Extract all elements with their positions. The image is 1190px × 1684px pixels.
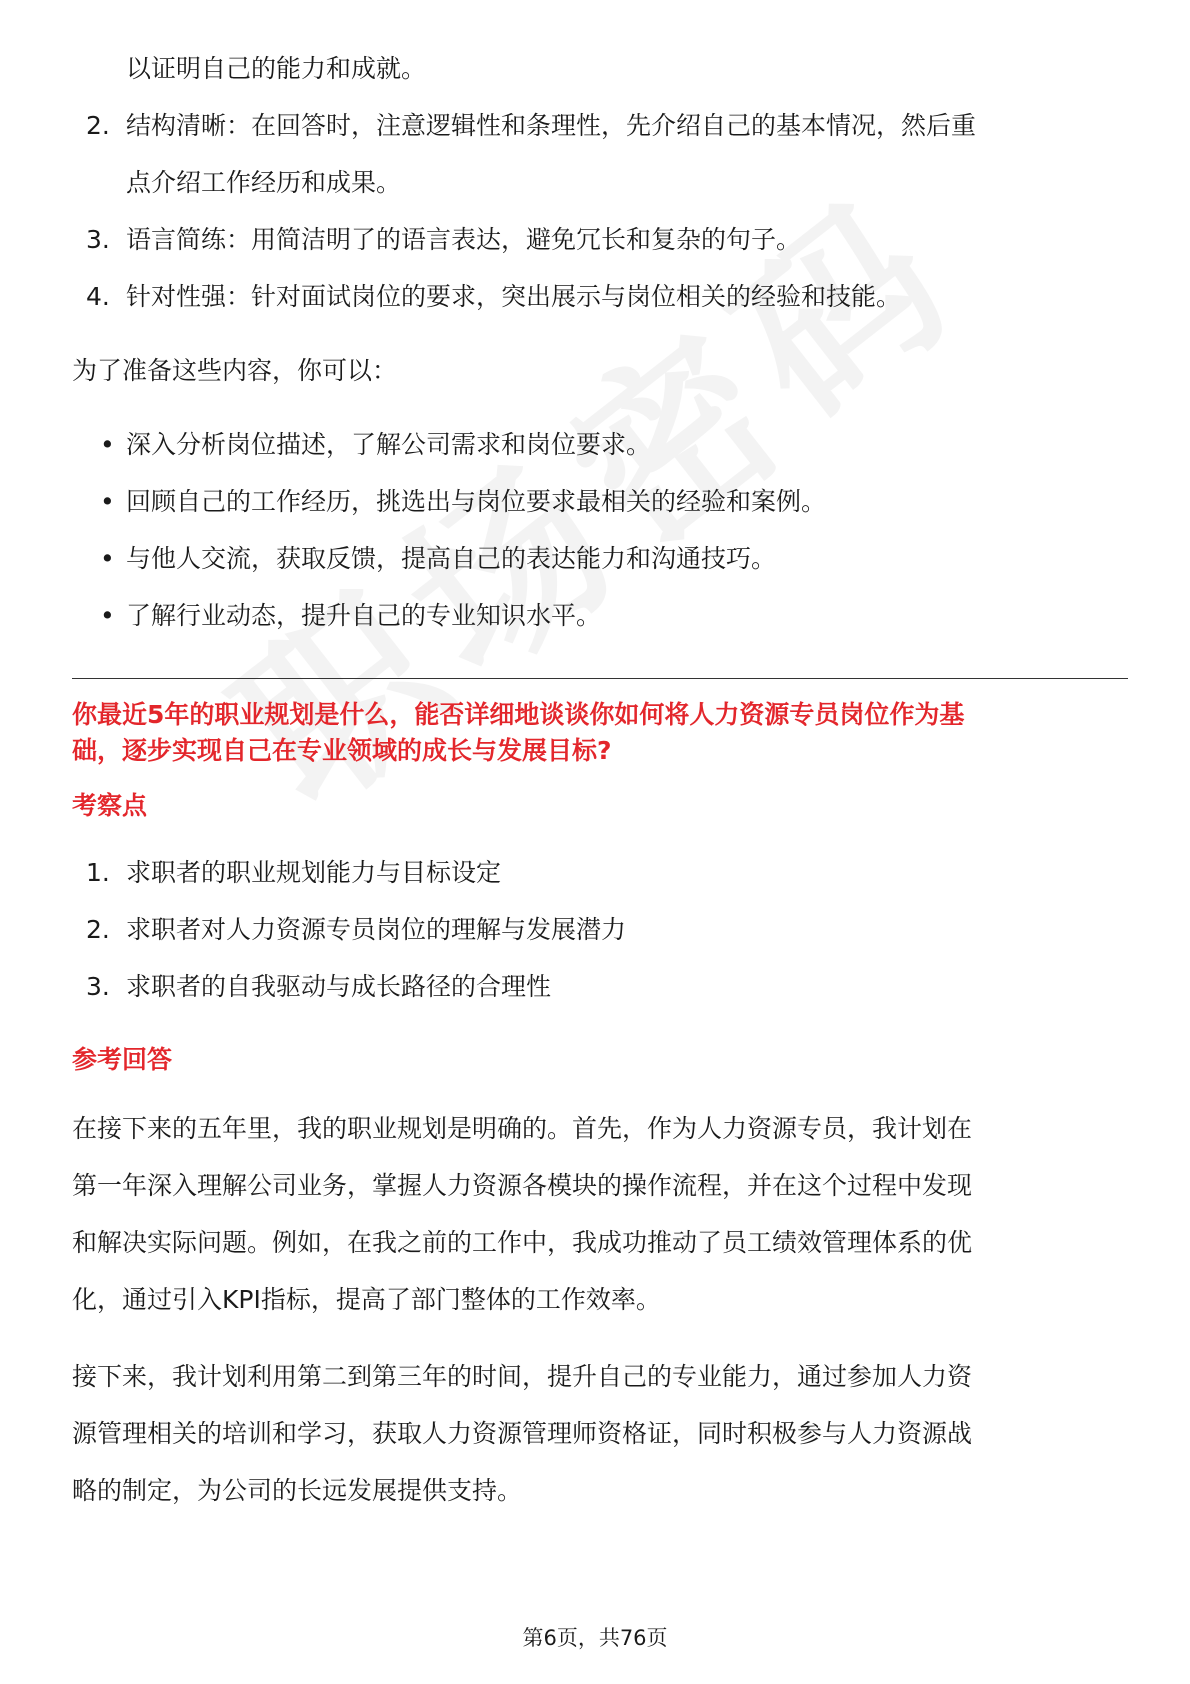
- focus-item: [72, 958, 1128, 1015]
- list-item: [72, 416, 1128, 473]
- bullet-icon: •: [100, 601, 115, 630]
- list-item: [72, 530, 1128, 587]
- list-item-text: 深入分析岗位描述，了解公司需求和岗位要求。: [126, 430, 652, 459]
- question-line: 础，逐步实现自己在专业领域的成长与发展目标?: [72, 736, 612, 765]
- bullet-icon: •: [100, 487, 115, 516]
- list-item: [72, 587, 1128, 644]
- answer-line: 和解决实际问题。例如，在我之前的工作中，我成功推动了员工绩效管理体系的优: [72, 1228, 973, 1257]
- list-number: 2.: [86, 915, 110, 944]
- prep-list: [72, 416, 1128, 644]
- page-content: [72, 40, 1128, 1519]
- list-number: 3.: [86, 972, 110, 1001]
- answer-paragraph: [72, 1100, 1128, 1328]
- focus-title: 考察点: [72, 791, 148, 820]
- tip-line: 点介绍工作经历和成果。: [126, 168, 402, 197]
- focus-list: [72, 844, 1128, 1015]
- bullet-icon: •: [100, 544, 115, 573]
- list-item: [72, 473, 1128, 530]
- answer-line: 略的制定，为公司的长远发展提供支持。: [72, 1476, 523, 1505]
- interview-question: [72, 697, 1128, 769]
- focus-item-text: 求职者的职业规划能力与目标设定: [126, 858, 502, 887]
- page-footer: 第6页，共76页: [522, 1626, 668, 1650]
- answer-line: 接下来，我计划利用第二到第三年的时间，提升自己的专业能力，通过参加人力资: [72, 1362, 973, 1391]
- answer-paragraph: [72, 1348, 1128, 1519]
- intro-continuation: 以证明自己的能力和成就。: [126, 54, 427, 83]
- tip-item: [72, 97, 1128, 211]
- answer-line: 源管理相关的培训和学习，获取人力资源管理师资格证，同时积极参与人力资源战: [72, 1419, 973, 1448]
- list-number: 4.: [86, 282, 110, 311]
- answer-line: 在接下来的五年里，我的职业规划是明确的。首先，作为人力资源专员，我计划在: [72, 1114, 973, 1143]
- list-item-text: 回顾自己的工作经历，挑选出与岗位要求最相关的经验和案例。: [126, 487, 827, 516]
- focus-item-text: 求职者对人力资源专员岗位的理解与发展潜力: [126, 915, 627, 944]
- tip-line: 针对性强：针对面试岗位的要求，突出展示与岗位相关的经验和技能。: [126, 282, 902, 311]
- answer-line: 化，通过引入KPI指标，提高了部门整体的工作效率。: [72, 1285, 661, 1314]
- list-number: 3.: [86, 225, 110, 254]
- answer-line: 第一年深入理解公司业务，掌握人力资源各模块的操作流程，并在这个过程中发现: [72, 1171, 973, 1200]
- tip-item: [72, 211, 1128, 268]
- focus-item-text: 求职者的自我驱动与成长路径的合理性: [126, 972, 552, 1001]
- list-item-text: 了解行业动态，提升自己的专业知识水平。: [126, 601, 602, 630]
- tip-item: [72, 268, 1128, 325]
- tips-list: [72, 97, 1128, 325]
- focus-item: [72, 901, 1128, 958]
- focus-item: [72, 844, 1128, 901]
- list-item-text: 与他人交流，获取反馈，提高自己的表达能力和沟通技巧。: [126, 544, 777, 573]
- prep-intro: 为了准备这些内容，你可以：: [72, 356, 398, 385]
- bullet-icon: •: [100, 430, 115, 459]
- list-number: 2.: [86, 111, 110, 140]
- list-number: 1.: [86, 858, 110, 887]
- tip-line: 语言简练：用简洁明了的语言表达，避免冗长和复杂的句子。: [126, 225, 802, 254]
- question-line: 你最近5年的职业规划是什么，能否详细地谈谈你如何将人力资源专员岗位作为基: [72, 700, 965, 729]
- tip-line: 结构清晰：在回答时，注意逻辑性和条理性，先介绍自己的基本情况，然后重: [126, 111, 977, 140]
- answer-title: 参考回答: [72, 1045, 173, 1074]
